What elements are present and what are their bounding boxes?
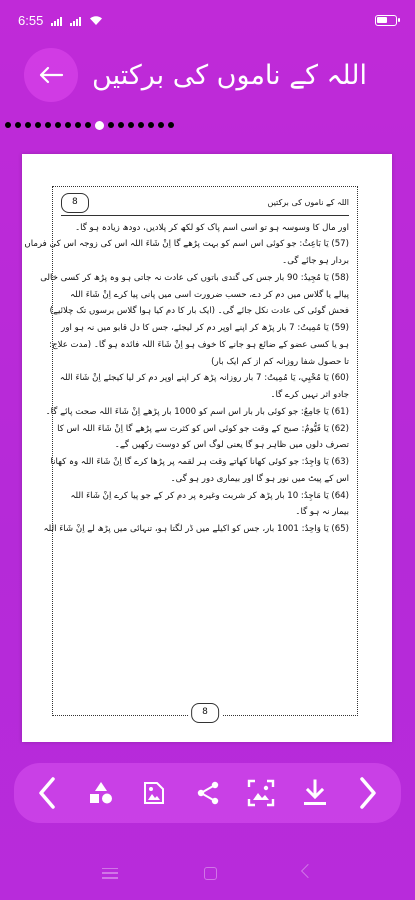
- share-button[interactable]: [191, 773, 225, 813]
- chevron-right-icon: [358, 776, 378, 810]
- page-dot[interactable]: [65, 122, 71, 128]
- page-header-number: 8: [61, 193, 89, 213]
- chevron-left-icon: [37, 776, 57, 810]
- page-line: اس کے پیٹ میں نور ہو گا اور بیماری دور ہو گی۔: [170, 473, 349, 484]
- page-dot[interactable]: [35, 122, 41, 128]
- page-line: بیمار نہ ہو گا۔: [295, 507, 349, 518]
- next-button[interactable]: [351, 773, 385, 813]
- page-line: (63) يَا وَاجِدُ: جو کوئی کھانا کھاتے وقت ہر لقمہ پر پڑھا کرے گا اِنْ شَاءَ اللہ وہ کھانا: [50, 457, 349, 468]
- wifi-icon: [89, 15, 103, 26]
- shapes-icon: [88, 781, 114, 805]
- page-dot[interactable]: [75, 122, 81, 128]
- share-icon: [196, 781, 220, 805]
- page-dot[interactable]: [168, 122, 174, 128]
- page-footer-number: 8: [191, 703, 219, 723]
- page-dot[interactable]: [128, 122, 134, 128]
- arrow-left-icon: [38, 65, 64, 85]
- page-dot[interactable]: [25, 122, 31, 128]
- page-line: (64) يَا مَاجِدُ: 10 بار پڑھ کر شربت وغیرہ پر دم کر کے جو پیا کرے اِنْ شَاءَ اللہ: [70, 490, 349, 501]
- status-time: 6:55: [18, 12, 44, 28]
- page-dot-active[interactable]: [95, 121, 104, 130]
- image-share-icon: [142, 780, 166, 806]
- page-dot[interactable]: [158, 122, 164, 128]
- menu-icon[interactable]: [102, 868, 118, 879]
- save-image-button[interactable]: [137, 773, 171, 813]
- gallery-button[interactable]: [244, 773, 278, 813]
- system-navigation-bar: [0, 860, 415, 886]
- page-indicator[interactable]: [0, 119, 415, 131]
- page-dot[interactable]: [85, 122, 91, 128]
- signal-icon: [51, 15, 62, 26]
- previous-button[interactable]: [30, 773, 64, 813]
- page-line: (61) يَا جَامِعُ: جو کوئی بار بار اس اسم کو 1000 بار پڑھے اِنْ شَاءَ اللہ صحت پائے گا۔: [45, 406, 349, 417]
- page-line: (58) يَا مُجِيدُ: 90 بار جس کی گندی باتوں کی عادت نہ جاتی ہو وہ پڑھ کر کسی خالی: [40, 272, 349, 283]
- page-line: (57) يَا بَاعِثُ: جو کوئی اس اسم کو بہت پڑھے گا اِنْ شَاءَ اللہ اس کی زوجہ اس کی فرماں: [24, 239, 349, 250]
- app-header: [0, 40, 415, 110]
- back-button[interactable]: [24, 48, 78, 102]
- page-line: ہو یا کسی عضو کے ضائع ہو جانے کا خوف ہو اِنْ شَاءَ اللہ فائدہ ہو گا۔ (مدت علاج:: [49, 339, 349, 350]
- signal-icon-2: [70, 15, 81, 26]
- page-title: اللہ کے ناموں کی برکتیں: [92, 59, 367, 91]
- page-header: [61, 193, 349, 216]
- page-line: فحش گوئی کی عادت نکل جائے گی۔ (ایک بار کا دم کیا ہوا گلاس برسوں تک چلائیے): [49, 306, 349, 317]
- page-line: (62) يَا قَيُّومُ: صبح کے وقت جو کوئی اس کو کثرت سے پڑھے گا اِنْ شَاءَ اللہ اس کا: [57, 423, 349, 434]
- book-page[interactable]: [22, 154, 392, 742]
- bottom-toolbar: [14, 763, 401, 823]
- page-line: (59) يَا مُمِيتُ: 7 بار پڑھ کر اپنے اوپر دم کر لیجئے، جس کا دل قابو میں نہ ہو اور: [61, 323, 349, 334]
- page-line: بردار ہو جائے گی۔: [282, 256, 349, 267]
- page-line: تصرف دلوں میں ظاہر ہو گا یعنی لوگ اس کو دوست رکھیں گے۔: [114, 440, 349, 451]
- page-dot[interactable]: [138, 122, 144, 128]
- shapes-button[interactable]: [84, 773, 118, 813]
- page-dot[interactable]: [5, 122, 11, 128]
- download-button[interactable]: [298, 773, 332, 813]
- gallery-icon: [247, 779, 275, 807]
- page-header-title: اللہ کے ناموں کی برکتیں: [267, 197, 349, 207]
- page-dot[interactable]: [118, 122, 124, 128]
- page-content: [24, 186, 358, 718]
- page-line: (60) يَا مُحْيِي، يَا مُمِيتُ: 7 بار روزانہ پڑھ کر اپنے اوپر دم کر لیا کیجئے اِنْ شَاءَ اللہ: [59, 373, 349, 384]
- battery-icon: [375, 15, 397, 26]
- page-dot[interactable]: [55, 122, 61, 128]
- page-line: (65) يَا وَاحِدُ: 1001 بار، جس کو اکیلے میں ڈر لگتا ہو، تنہائی میں پڑھ لے اِنْ شَاءَ اللہ: [43, 524, 349, 535]
- status-bar: [0, 0, 415, 40]
- page-line: پیالے یا گلاس میں دم کر دے، حسب ضرورت اسی میں پانی پیا کرے اِنْ شَاءَ اللہ: [70, 289, 349, 300]
- page-line: جادو اثر نہیں کرے گا۔: [270, 390, 349, 401]
- home-icon[interactable]: [204, 867, 217, 880]
- page-dot[interactable]: [15, 122, 21, 128]
- page-dot[interactable]: [148, 122, 154, 128]
- page-text: [24, 220, 349, 538]
- page-footer: [188, 703, 222, 723]
- page-dot[interactable]: [108, 122, 114, 128]
- back-icon[interactable]: [303, 866, 314, 880]
- page-line: تا حصول شفا روزانہ کم از کم ایک بار): [211, 356, 349, 367]
- download-icon: [302, 779, 328, 807]
- page-dot[interactable]: [45, 122, 51, 128]
- page-line: اور مال کا وسوسہ ہو تو اسی اسم پاک کو لکھ کر پلادیں، دودھ زیادہ ہو گا۔: [75, 222, 349, 233]
